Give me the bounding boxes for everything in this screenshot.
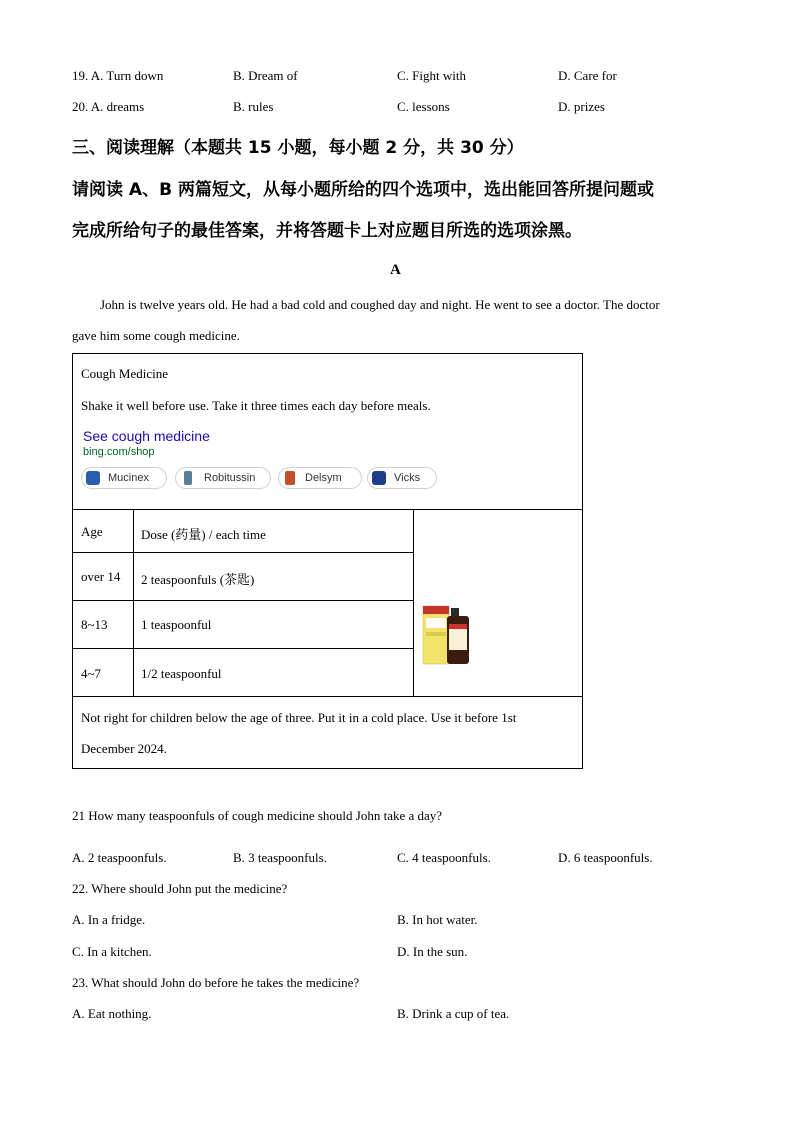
table-cell-age: over 14 — [81, 569, 121, 584]
q19-option-d: D. Care for — [558, 68, 617, 83]
section-heading: 三、阅读理解（本题共 15 小题，每小题 2 分，共 30 分） — [72, 138, 524, 158]
medicine-label-box — [72, 353, 583, 769]
q22-option-d: D. In the sun. — [397, 944, 468, 959]
q23-question: 23. What should John do before he takes the medicine? — [72, 975, 360, 990]
q20-option-a: 20. A. dreams — [72, 99, 145, 114]
table-header-age: Age — [81, 524, 103, 539]
q19-option-a: 19. A. Turn down — [72, 68, 164, 83]
chip-label: Delsym — [305, 472, 342, 484]
vicks-product-icon — [372, 471, 386, 485]
medicine-title: Cough Medicine — [81, 366, 169, 381]
delsym-product-icon — [285, 471, 295, 485]
table-cell-dose: 2 teaspoonfuls (茶匙) — [141, 572, 255, 587]
section-instruction-line1: 请阅读 A、B 两篇短文，从每小题所给的四个选项中，选出能回答所提问题或 — [72, 180, 654, 200]
chip-robitussin[interactable] — [175, 467, 271, 489]
medicine-bottle-image — [421, 602, 477, 666]
chip-delsym[interactable] — [278, 467, 362, 489]
q19-option-b: B. Dream of — [233, 68, 298, 83]
chip-label: Robitussin — [204, 472, 256, 484]
table-cell-dose: 1/2 teaspoonful — [141, 666, 222, 681]
q22-question: 22. Where should John put the medicine? — [72, 881, 288, 896]
q21-option-d: D. 6 teaspoonfuls. — [558, 850, 653, 865]
chip-label: Vicks — [394, 472, 421, 484]
medicine-note-line1: Not right for children below the age of three. Put it in a cold place. Use it before 1st — [81, 710, 517, 725]
chip-vicks[interactable] — [367, 467, 437, 489]
table-header-dose: Dose (药量) / each time — [141, 527, 266, 542]
q21-option-c: C. 4 teaspoonfuls. — [397, 850, 491, 865]
medicine-instruction: Shake it well before use. Take it three times each day before meals. — [81, 398, 431, 413]
q22-option-b: B. In hot water. — [397, 912, 478, 927]
q23-option-a: A. Eat nothing. — [72, 1006, 152, 1021]
passage-line2: gave him some cough medicine. — [72, 328, 240, 343]
table-cell-age: 4~7 — [81, 666, 102, 681]
chip-mucinex[interactable] — [81, 467, 167, 489]
q21-question: 21 How many teaspoonfuls of cough medicine should John take a day? — [72, 808, 443, 823]
q20-option-d: D. prizes — [558, 99, 605, 114]
ad-title-link[interactable]: See cough medicine — [83, 428, 210, 444]
q22-option-a: A. In a fridge. — [72, 912, 146, 927]
passage-line1: John is twelve years old. He had a bad cold and coughed day and night. He went to see a doctor. The doctor — [100, 297, 660, 312]
robitussin-product-icon — [184, 471, 192, 485]
q22-option-c: C. In a kitchen. — [72, 944, 152, 959]
q21-option-b: B. 3 teaspoonfuls. — [233, 850, 327, 865]
section-instruction-line2: 完成所给句子的最佳答案，并将答题卡上对应题目所选的选项涂黑。 — [72, 221, 582, 241]
chip-label: Mucinex — [108, 472, 149, 484]
table-cell-age: 8~13 — [81, 617, 108, 632]
q20-option-c: C. lessons — [397, 99, 450, 114]
medicine-note-line2: December 2024. — [81, 741, 167, 756]
q19-option-c: C. Fight with — [397, 68, 466, 83]
q20-option-b: B. rules — [233, 99, 274, 114]
passage-title: A — [390, 262, 401, 278]
ad-url[interactable]: bing.com/shop — [83, 446, 155, 458]
table-cell-dose: 1 teaspoonful — [141, 617, 212, 632]
q21-option-a: A. 2 teaspoonfuls. — [72, 850, 167, 865]
q23-option-b: B. Drink a cup of tea. — [397, 1006, 510, 1021]
mucinex-product-icon — [86, 471, 100, 485]
